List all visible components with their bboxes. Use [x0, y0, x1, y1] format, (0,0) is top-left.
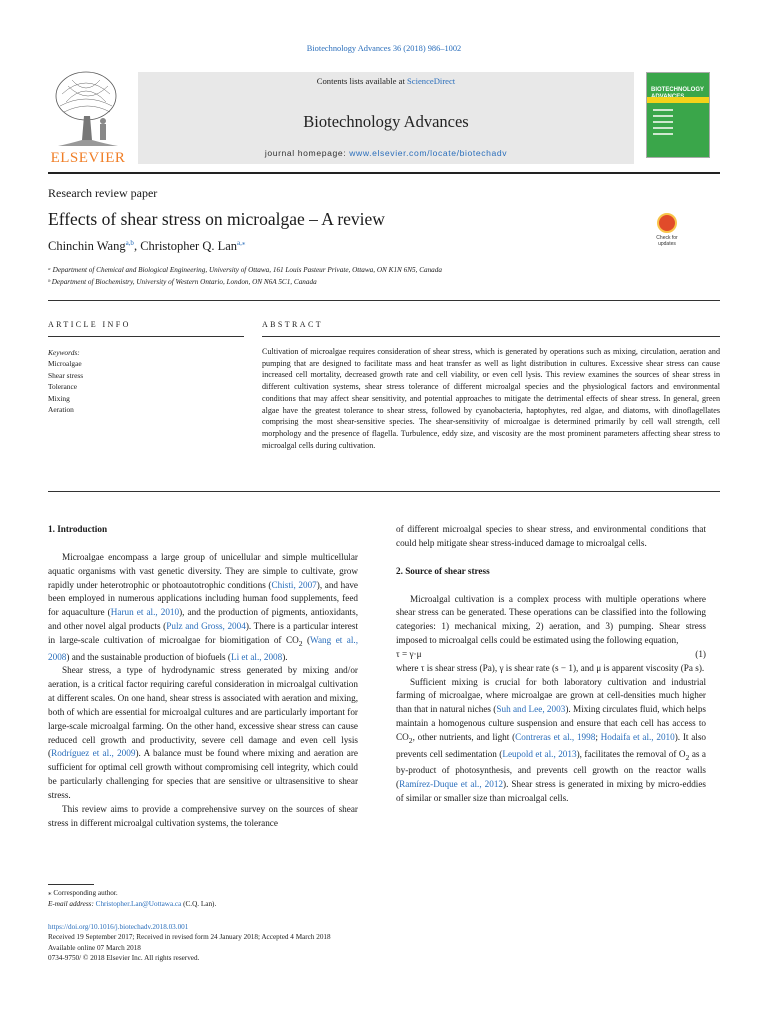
- copyright: 0734-9750/ © 2018 Elsevier Inc. All rights reserved.: [48, 953, 200, 962]
- paragraph: Sufficient mixing is crucial for both laboratory cultivation and industrial farming of microalgae, where microalgae are grown at cell-densities much higher than that in natural niches (Suh and Lee, 2003). Mixing circulates fluid, which helps maintain a homogenous culture suspension and ensure that each cell has access to $CO_2$, other nutrients, and light (Contreras et al., 1998; Hodaifa et al., 2010). It also prevents cell sedimentation (Leupold et al., 2013), facilitates the removal of $O_2$ as a by-product of photosynthesis, and prevents cell growth on the reactor walls (Ramírez-Duque et al., 2012). Shear stress is generated in mixing by micro-eddies of similar or smaller size than microalgal cells.: [396, 676, 707, 803]
- journal-cover[interactable]: [646, 72, 710, 158]
- keyword-item: Microalgae: [48, 359, 82, 368]
- cover-title: BIOTECHNOLOGY: [651, 87, 704, 93]
- affiliation-a: ᵃ Department of Chemical and Biological Engineering, University of Ottawa, 161 Louis Pasteur Private, Ottawa, ON K1N 6N5, Canada: [48, 266, 442, 274]
- paragraph-continued: of different microalgal species to shear stress, and environmental conditions that could help mitigate shear stress-induced damage to microalgal cells.: [396, 524, 706, 548]
- email-link[interactable]: Christopher.Lan@Uottawa.ca: [95, 899, 182, 908]
- author-affil-link[interactable]: a,⁎: [237, 239, 246, 247]
- homepage-link[interactable]: www.elsevier.com/locate/biotechadv: [349, 148, 508, 158]
- footnote-divider: [48, 884, 94, 885]
- equation-number: (1): [695, 648, 706, 659]
- keyword-item: Aeration: [48, 405, 74, 415]
- keyword-item: Tolerance: [48, 382, 78, 392]
- abstract-divider: [262, 336, 720, 337]
- article-title: Effects of shear stress on microalgae – A review: [48, 209, 385, 229]
- author-affil-link[interactable]: a,b: [125, 239, 134, 247]
- article-info-heading: ARTICLE INFO: [48, 320, 131, 329]
- check-updates-icon: [657, 213, 677, 233]
- section-divider: [48, 300, 720, 301]
- citation-link[interactable]: Ramírez-Duque et al., 2012: [399, 779, 504, 790]
- citation-link[interactable]: Rodríguez et al., 2009: [51, 748, 136, 759]
- abstract-text: Cultivation of microalgae requires consideration of shear stress, which is generated by operations such as mixing, circulation, aeration and pumping that are designed to facilitate mass and heat transfer as well as light distribution in cultures. Excessive shear stress can cause increased cell mortality, decreased growth rate and cell viability, or even cell lysis. This review examines the sources of shear stress in different cultivation systems, shear stress tolerance of different microalgal species and the physiological factors and environmental conditions that may affect shear sensitivity, and potential approaches to mitigate the detrimental effects of shear stress. In general, green algae have the greatest tolerance to shear stress, followed by cyanobacteria, haptophytes, red algae, and diatoms, with dinoflagellates comprising the most shear-sensitive species. The shear-sensitivity of microalgae is determined primarily by cell wall strength, cell morphology and the presence of flagella. Turbulence, eddy size, and viscosity are the most prominent parameters affecting shear stress to microalgal cells during cultivation.: [262, 347, 720, 450]
- citation-link[interactable]: Suh and Lee, 2003: [496, 704, 566, 715]
- abstract-heading: ABSTRACT: [262, 320, 323, 329]
- keyword-item: Mixing: [48, 393, 70, 403]
- footnotes: [48, 888, 216, 909]
- email-note: E-mail address: Christopher.Lan@Uottawa.ca (C.Q. Lan).: [48, 899, 217, 908]
- citation-link[interactable]: Pulz and Gross, 2004: [166, 621, 246, 632]
- citation-link[interactable]: Contreras et al., 1998: [515, 731, 596, 742]
- citation-link[interactable]: Harun et al., 2010: [110, 607, 180, 618]
- contents-prefix: Contents lists available at: [316, 76, 407, 86]
- check-for-updates-button[interactable]: [650, 213, 684, 253]
- journal-name: Biotechnology Advances: [303, 112, 469, 131]
- paragraph: This review aims to provide a comprehensive survey on the sources of shear stress in different microalgal cultivation systems, the tolerance: [48, 803, 358, 828]
- received-dates: Received 19 September 2017; Received in revised form 24 January 2018; Accepted 4 March 2018: [48, 933, 331, 942]
- author-separator: ,: [133, 239, 141, 254]
- journal-reference[interactable]: Biotechnology Advances 36 (2018) 986–1002: [306, 44, 462, 53]
- citation-link[interactable]: Wang et al., 2008: [48, 634, 358, 662]
- citation-link[interactable]: Leupold et al., 2013: [502, 748, 577, 759]
- author-list: [48, 239, 245, 254]
- keyword-list: [48, 358, 83, 416]
- elsevier-logo[interactable]: [48, 66, 128, 168]
- paragraph: Shear stress, a type of hydrodynamic stress generated by mixing and/or aeration, is a critical factor requiring careful consideration in microalgal cultivation at different scales. On one hand, shear stress is associated with aeration and mixing, both of which are essential for microalgal cultures and are particularly important for large-scale microalgal farming. On the other hand, excessive shear stress can cause reduced cell growth and productivity, severe cell damage and even cell lysis (Rodríguez et al., 2009). A balance must be found where mixing and aeration are sufficient for optimal cell growth without compromising cell integrity, which could be particularly challenging for species that are sensitive or ultrasensitive to shear stress.: [48, 665, 358, 801]
- elsevier-tree-icon: [48, 66, 128, 150]
- author-name[interactable]: Christopher Q. Lan: [140, 239, 238, 254]
- homepage-line: [138, 148, 634, 158]
- citation-link[interactable]: Chisti, 2007: [271, 579, 317, 590]
- body-column-left: [48, 523, 358, 831]
- citation-link[interactable]: Hodaifa et al., 2010: [600, 731, 675, 742]
- citation-link[interactable]: Li et al., 2008: [230, 651, 283, 662]
- journal-header: [48, 66, 720, 170]
- cover-band: [647, 97, 709, 103]
- paragraph: where τ is shear stress (Pa), γ is shear rate (s − 1), and μ is apparent viscosity (Pa s).: [396, 662, 705, 673]
- elsevier-wordmark: ELSEVIER: [50, 150, 126, 166]
- keyword-item: Shear stress: [48, 370, 84, 380]
- author-name[interactable]: Chinchin Wang: [48, 239, 126, 254]
- article-type: Research review paper: [48, 186, 158, 200]
- contents-line: [138, 76, 634, 86]
- online-date: Available online 07 March 2018: [48, 943, 141, 952]
- keywords-label: Keywords:: [48, 348, 80, 357]
- sciencedirect-link[interactable]: ScienceDirect: [407, 76, 456, 86]
- publication-info: [48, 922, 331, 963]
- section-heading: 1. Introduction: [48, 524, 108, 534]
- paragraph: Microalgae encompass a large group of unicellular and simple multicellular aquatic organisms with vast genetic diversity. They are simple to cultivate, grow rapidly under heterotrophic or photoautotrophic conditions (Chisti, 2007), and have been employed in numerous applications including human food supplements, feed for aquaculture (Harun et al., 2010), and the production of pigments, antioxidants, and other novel algal products (Pulz and Gross, 2004). There is a particular interest in large-scale cultivation of microalgae for biomitigation of $CO_2$ (Wang et al., 2008) and the sustainable production of biofuels (Li et al., 2008).: [48, 551, 359, 662]
- homepage-prefix: journal homepage:: [264, 148, 350, 158]
- affiliation-b: ᵇ Department of Biochemistry, University of Western Ontario, London, ON N6A 5C1, Canada: [48, 278, 317, 286]
- equation-expression: τ = γ·μ: [396, 648, 422, 659]
- paragraph: Microalgal cultivation is a complex process with multiple operations where shear stress can be generated. These operations can be classified into the following categories: 1) mechanical mixing, 2) aeration, and 3) pumping. Shear stress imposed to microalgal cells could be estimated using the following equation,: [396, 593, 706, 646]
- article-info-divider: [48, 336, 244, 337]
- corresponding-author-note: ⁎ Corresponding author.: [48, 889, 118, 897]
- body-divider: [48, 491, 720, 492]
- cover-lines: [653, 109, 673, 139]
- section-heading: 2. Source of shear stress: [396, 565, 490, 576]
- journal-banner: [138, 72, 634, 164]
- check-updates-label: Check for updates: [656, 235, 678, 247]
- equation: [396, 648, 706, 662]
- header-divider: [48, 172, 720, 174]
- doi-link[interactable]: https://doi.org/10.1016/j.biotechadv.2018.03.001: [48, 923, 189, 931]
- body-column-right: [396, 523, 706, 806]
